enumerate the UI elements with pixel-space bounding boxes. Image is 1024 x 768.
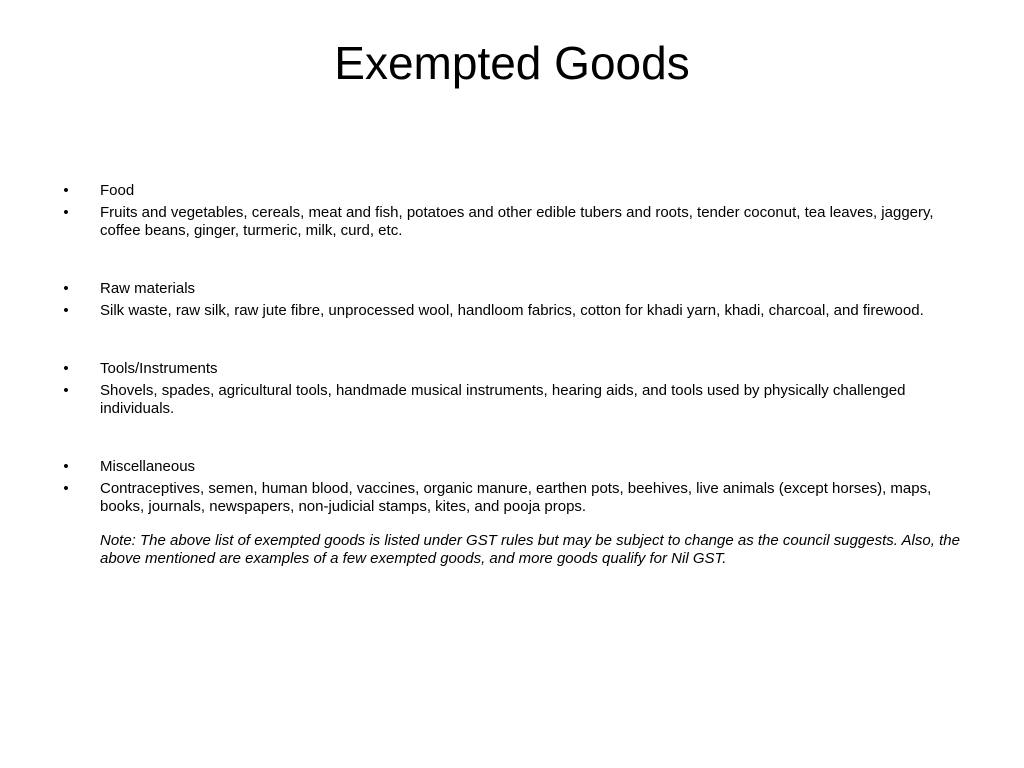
bullet-text: Food (100, 182, 135, 199)
bullet-item-misc-heading (60, 458, 970, 476)
group-spacer (60, 422, 970, 458)
bullet-item-raw-materials-heading (60, 280, 970, 298)
bullet-text: Tools/Instruments (100, 360, 218, 377)
bullet-item-food-detail (60, 204, 970, 240)
bullet-icon: • (63, 182, 69, 199)
bullet-item-misc-detail (60, 480, 970, 516)
bullet-text: Raw materials (100, 280, 196, 297)
bullet-text: Contraceptives, semen, human blood, vaccines, organic manure, earthen pots, beehives, live animals (except horses), maps, books, journals, newspapers, non-judicial stamps, kites, and pooja props. (100, 480, 932, 515)
bullet-text: Fruits and vegetables, cereals, meat and fish, potatoes and other edible tubers and roots, tender coconut, tea leaves, jaggery, coffee beans, ginger, turmeric, milk, curd, etc. (100, 204, 934, 239)
bullet-text: Silk waste, raw silk, raw jute fibre, unprocessed wool, handloom fabrics, cotton for khadi yarn, khadi, charcoal, and firewood. (100, 302, 924, 319)
bullet-icon: • (63, 302, 69, 319)
bullet-item-raw-materials-detail (60, 302, 970, 320)
bullet-icon: • (63, 458, 69, 475)
slide-title: Exempted Goods (334, 37, 690, 89)
bullet-item-tools-detail (60, 382, 970, 418)
bullet-icon: • (63, 360, 69, 377)
slide-note: Note: The above list of exempted goods is listed under GST rules but may be subject to change as the council suggests. Also, the above mentioned are examples of a few exempted goods, and more goods qualify for Nil GST. (100, 532, 960, 567)
slide-body (60, 182, 970, 568)
bullet-icon: • (63, 204, 69, 221)
bullet-item-tools-heading (60, 360, 970, 378)
bullet-item-food-heading (60, 182, 970, 200)
bullet-icon: • (63, 480, 69, 497)
bullet-icon: • (63, 382, 69, 399)
bullet-text: Miscellaneous (100, 458, 196, 475)
group-spacer (60, 244, 970, 280)
bullet-text: Shovels, spades, agricultural tools, handmade musical instruments, hearing aids, and tools used by physically challenged individuals. (100, 382, 906, 417)
group-spacer (60, 324, 970, 360)
bullet-icon: • (63, 280, 69, 297)
